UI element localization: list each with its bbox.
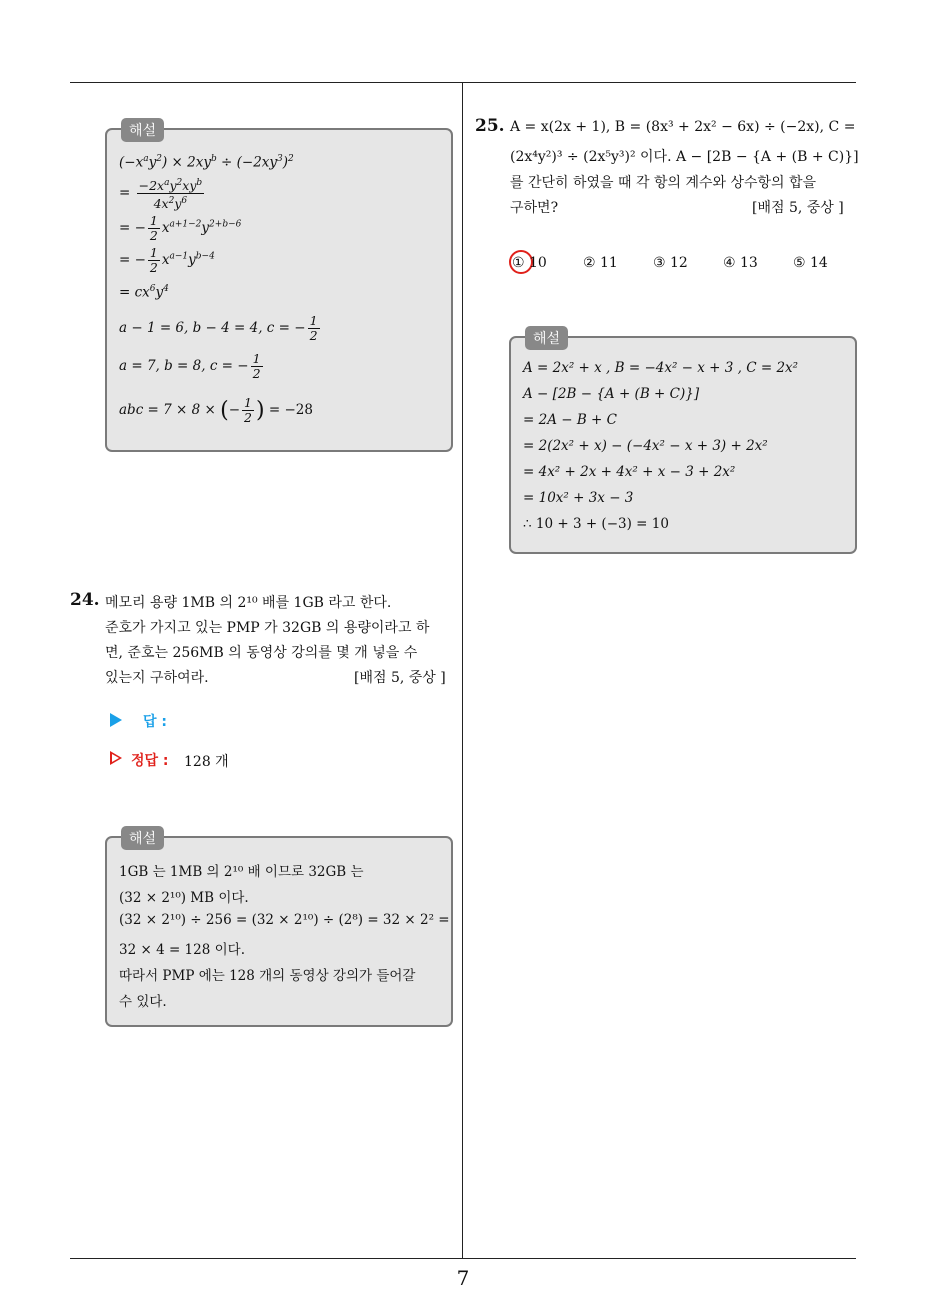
answer-arrow-icon [110, 713, 122, 727]
q23-row4: = − $\frac{1}{2}$ $x^{a-1}y^{b-4}$ [119, 245, 215, 275]
q25-solution-box [509, 331, 857, 554]
q24-text-4: 있는지 구하여라. [105, 670, 209, 686]
correct-label: 정답 : [131, 753, 169, 769]
q24-sol-4: 32 × 4 = 128 이다. [119, 942, 245, 958]
q25-sol-3: = 2A − B + C [523, 412, 617, 428]
q24-number: 24. [70, 590, 100, 610]
column-divider [462, 83, 463, 1258]
q23-eq2: a = 7, b = 8, c = − $\frac{1}{2}$ [119, 351, 261, 381]
q24-sol-6: 수 있다. [119, 994, 167, 1010]
solution-tag: 해설 [121, 118, 164, 142]
q24-text-1: 메모리 용량 1MB 의 2¹⁰ 배를 1GB 라고 한다. [105, 595, 392, 611]
q25-sol-1: A = 2x² + x , B = −4x² − x + 3 , C = 2x² [523, 360, 799, 376]
bottom-rule [70, 1258, 856, 1259]
q23-row5: = $cx^6y^4$ [119, 284, 169, 301]
q23-solution-box [105, 123, 453, 452]
q23-eq1: a − 1 = 6, b − 4 = 4, c = − $\frac{1}{2}$ [119, 313, 318, 343]
q25-sol-6: = 10x² + 3x − 3 [523, 490, 634, 506]
correct-value: 128 개 [184, 754, 229, 770]
q24-sol-3: (32 × 2¹⁰) ÷ 256 = (32 × 2¹⁰) ÷ (2⁸) = 32 × 2² = [119, 912, 450, 928]
q25-sol-4: = 2(2x² + x) − (−4x² − x + 3) + 2x² [523, 438, 768, 454]
q24-points: [배점 5, 중상 ] [354, 670, 446, 686]
q25-text-4: 구하면? [510, 200, 559, 216]
q23-row3: = − $\frac{1}{2}$ $x^{a+1-2}y^{2+b-6}$ [119, 213, 242, 243]
correct-arrow-inner [112, 754, 119, 762]
q24-sol-5: 따라서 PMP 에는 128 개의 동영상 강의가 들어갈 [119, 968, 416, 984]
page-number: 7 [456, 1266, 470, 1290]
choice-5[interactable]: ⑤ 14 [793, 255, 828, 271]
solution-tag: 해설 [121, 826, 164, 850]
q25-sol-2: A − [2B − {A + (B + C)}] [523, 386, 700, 402]
q23-eq3: abc = 7 × 8 × (− $\frac{1}{2}$ ) = −28 [119, 395, 313, 425]
q24-text-2: 준호가 가지고 있는 PMP 가 32GB 의 용량이라고 하 [105, 620, 430, 636]
q25-text-3: 를 간단히 하였을 때 각 항의 계수와 상수항의 합을 [510, 175, 817, 191]
answer-label: 답 : [143, 714, 167, 730]
q24-sol-2: (32 × 2¹⁰) MB 이다. [119, 890, 249, 906]
solution-tag: 해설 [525, 326, 568, 350]
top-rule [70, 82, 856, 83]
q25-number: 25. [475, 116, 505, 136]
choice-2[interactable]: ② 11 [583, 255, 618, 271]
choice-1[interactable]: ① 10 [512, 255, 547, 271]
q23-row2: = $\frac{-2x^ay^2xy^b}{4x^2y^6}$ [119, 178, 203, 212]
q24-solution-box [105, 831, 453, 1027]
choice-4[interactable]: ④ 13 [723, 255, 758, 271]
q25-sol-5: = 4x² + 2x + 4x² + x − 3 + 2x² [523, 464, 736, 480]
q23-row1: $(-x^ay^2) \times 2xy^b \div (-2xy^3)^2$ [119, 154, 294, 171]
q25-text-2: (2x⁴y²)³ ÷ (2x⁵y³)² 이다. A − [2B − {A + (B + C)}] [510, 149, 859, 165]
choice-3[interactable]: ③ 12 [653, 255, 688, 271]
q25-points: [배점 5, 중상 ] [752, 200, 844, 216]
q24-text-3: 면, 준호는 256MB 의 동영상 강의를 몇 개 넣을 수 [105, 645, 418, 661]
q24-sol-1: 1GB 는 1MB 의 2¹⁰ 배 이므로 32GB 는 [119, 864, 364, 880]
q25-sol-7: ∴ 10 + 3 + (−3) = 10 [523, 516, 669, 532]
q25-text-1: A = x(2x + 1), B = (8x³ + 2x² − 6x) ÷ (−2x), C = [510, 119, 856, 135]
